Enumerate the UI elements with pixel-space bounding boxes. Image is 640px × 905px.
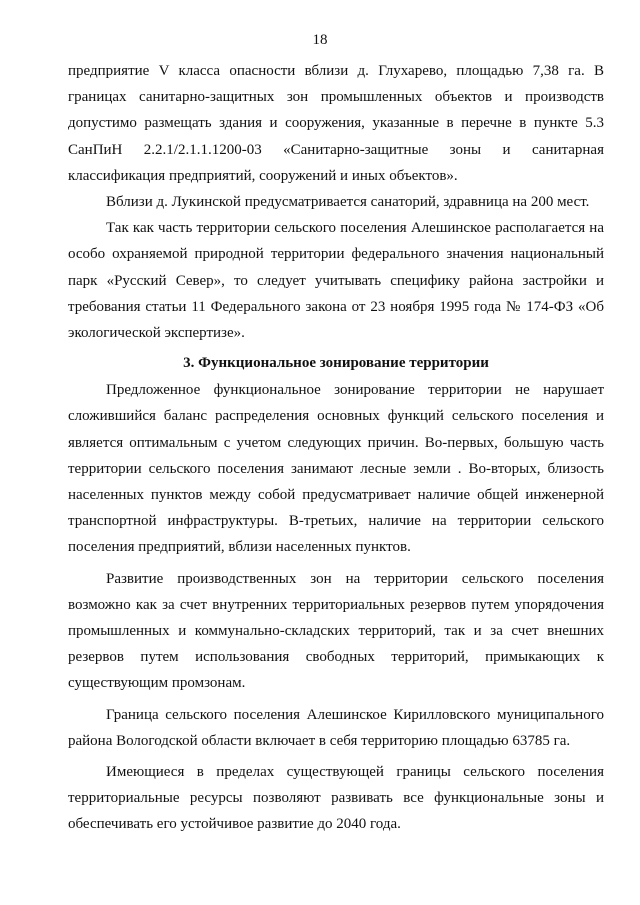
paragraph-zoning: Предложенное функциональное зонирование территории не нарушает сложившийся баланс распределения основных функций сельского поселения и является оптимальным с учетом следующих причин. Во-первых, большую часть территории сельского поселения занимают лесные земли . Во-вторых, близость населенных пунктов между собой предусматривает наличие общей инженерной транспортной инфраструктуры. В-третьих, наличие на территории сельского поселения предприятий, вблизи населенных пунктов. xyxy=(68,382,604,556)
paragraph-sanatorium: Вблизи д. Лукинской предусматривается санаторий, здравница на 200 мест. xyxy=(106,194,590,211)
paragraph-national-park: Так как часть территории сельского поселения Алешинское располагается на особо охраняемой природной территории федерального значения национальный парк «Русский Север», то следует учитывать специфику района застройки и требования статьи 11 Федерального закона от 23 ноября 1995 года № 174-ФЗ «Об экологической экспертизе». xyxy=(68,220,604,342)
page-number: 18 xyxy=(312,32,328,48)
paragraph-industrial-zones: Развитие производственных зон на территории сельского поселения возможно как за счет внутренних территориальных резервов путем упорядочения промышленных и коммунально-складских территорий, так и за счет внешних резервов путем использования свободных территорий, примыкающих к существующим промзонам. xyxy=(68,570,604,692)
paragraph-continuation: предприятие V класса опасности вблизи д. Глухарево, площадью 7,38 га. В границах санитарно-защитных зон промышленных объектов и производств допустимо размещать здания и сооружения, указанные в перечне в пункте 5.3 СанПиН 2.2.1/2.1.1.1200-03 «Санитарно-защитные зоны и санитарная классификация предприятий, сооружений и иных объектов». xyxy=(68,63,604,184)
paragraph-boundary: Граница сельского поселения Алешинское Кирилловского муниципального района Вологодской области включает в себя территорию площадью 63785 га. xyxy=(68,706,604,749)
section-heading: 3. Функциональное зонирование территории xyxy=(183,355,489,372)
paragraph-resources: Имеющиеся в пределах существующей границы сельского поселения территориальные ресурсы позволяют развивать все функциональные зоны и обеспечивать его устойчивое развитие до 2040 года. xyxy=(68,764,604,833)
page-body xyxy=(68,58,604,838)
